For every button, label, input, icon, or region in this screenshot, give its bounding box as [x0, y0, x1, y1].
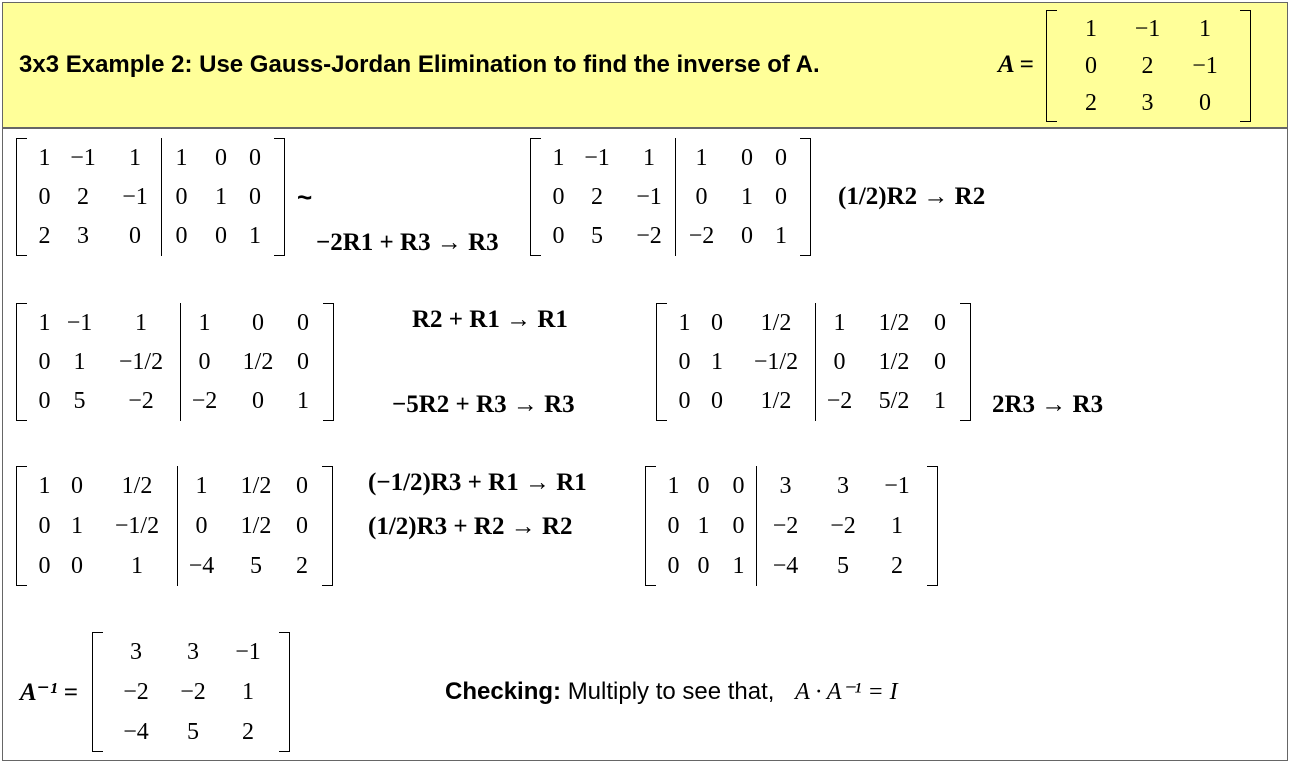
bracket-left [530, 138, 541, 256]
matrix-cell: 0 [161, 217, 201, 256]
matrix-grid [27, 303, 323, 421]
matrix-cell: 0 [697, 553, 710, 579]
matrix-cell: 1 [215, 183, 227, 210]
matrix-cell: 0 [161, 177, 201, 216]
matrix-cell: 0 [38, 388, 51, 415]
bracket-left [92, 632, 103, 752]
matrix-cell: 0 [177, 506, 225, 546]
matrix-cell: 1 [667, 473, 680, 499]
matrix-cell: 1 [161, 138, 201, 177]
matrix-cell: −1/2 [114, 513, 160, 539]
checking-formula: A · A⁻¹ = I [795, 679, 898, 705]
bracket-right [927, 466, 938, 586]
row-op-r3-into-r1: (−1/2)R3 + R1 → R1 [368, 469, 587, 496]
matrix-cell: 0 [934, 348, 946, 375]
matrix-cell: 5 [837, 553, 849, 579]
matrix-cell: 0 [775, 183, 787, 210]
bracket-right [800, 138, 811, 256]
matrix-cell: 1 [891, 513, 903, 539]
matrix-cell: 0 [71, 473, 83, 499]
matrix-cell: 1 [297, 388, 309, 415]
row-op-minus5r2-plus-r3: −5R2 + R3 → R3 [392, 391, 575, 418]
matrix-cell: 1 [131, 553, 143, 579]
bracket-left [656, 303, 667, 421]
matrix-cell: 0 [1085, 52, 1097, 79]
matrix-cell: 3 [130, 639, 142, 665]
matrix-cell: 2 [1085, 90, 1097, 117]
matrix-cell: 0 [678, 388, 691, 415]
example-title: 3x3 Example 2: Use Gauss-Jordan Elimination to find the inverse of A. [19, 51, 820, 78]
matrix-grid [27, 466, 322, 586]
matrix-cell: 0 [667, 513, 680, 539]
matrix-cell: 0 [249, 144, 261, 171]
matrix-cell: 0 [180, 342, 228, 381]
row-op-scale-r3: 2R3 → R3 [992, 391, 1104, 418]
inverse-matrix [92, 632, 290, 752]
matrix-cell: 1/2 [240, 513, 272, 539]
matrix-cell: 1 [678, 309, 691, 336]
matrix-cell: 5/2 [878, 388, 910, 415]
matrix-cell: 0 [71, 553, 83, 579]
matrix-cell: 0 [296, 513, 308, 539]
matrix-cell: 3 [1141, 90, 1154, 117]
matrix-cell: 1 [180, 303, 228, 342]
matrix-cell: 0 [697, 473, 710, 499]
bracket-left [16, 303, 27, 421]
matrix-cell: 0 [38, 348, 51, 375]
matrix-cell: 1/2 [878, 348, 910, 375]
matrix-cell: 0 [215, 223, 227, 250]
matrix-grid [103, 632, 279, 752]
matrix-a [1046, 10, 1251, 122]
matrix-cell: 1 [242, 679, 254, 705]
augmented-matrix-step-2 [530, 138, 811, 256]
matrix-cell: 1/2 [878, 309, 910, 336]
row-equivalence-tilde: ~ [297, 182, 313, 212]
row-op-r2-plus-r1: R2 + R1 → R1 [412, 306, 568, 333]
bracket-left [16, 466, 27, 586]
matrix-cell: 0 [1199, 90, 1211, 117]
matrix-cell: 0 [815, 342, 863, 381]
matrix-cell: 0 [38, 183, 51, 210]
matrix-cell: 1 [129, 144, 141, 171]
matrix-cell: 1/2 [240, 473, 272, 499]
matrix-cell: −4 [756, 546, 814, 586]
bracket-right [1240, 10, 1251, 122]
matrix-cell: 2 [296, 553, 308, 579]
matrix-cell: −1/2 [753, 348, 799, 375]
checking-label: Checking: [445, 678, 562, 705]
matrix-cell: 0 [675, 177, 727, 216]
matrix-cell: 0 [38, 513, 51, 539]
matrix-cell: 0 [711, 309, 723, 336]
matrix-cell: 3 [837, 473, 849, 499]
matrix-cell: 0 [249, 183, 261, 210]
matrix-cell: 1 [552, 144, 565, 171]
matrix-cell: 1/2 [760, 388, 792, 415]
matrix-cell: −2 [675, 217, 727, 256]
matrix-cell: 2 [242, 719, 254, 745]
row-op-r3-into-r2: (1/2)R3 + R2 → R2 [368, 513, 573, 540]
matrix-cell: 3 [77, 223, 89, 250]
matrix-cell: −2 [180, 679, 206, 705]
matrix-cell: 1 [732, 553, 745, 579]
matrix-cell: −2 [830, 513, 856, 539]
matrix-cell: 1 [177, 466, 225, 506]
matrix-cell: −2 [756, 506, 814, 546]
matrix-cell: 1 [675, 138, 727, 177]
matrix-cell: 2 [1141, 52, 1154, 79]
bracket-left [16, 138, 27, 256]
matrix-cell: 1 [73, 348, 86, 375]
bracket-left [1046, 10, 1057, 122]
matrix-cell: 5 [591, 223, 603, 250]
matrix-cell: −1 [122, 183, 148, 210]
matrix-cell: 0 [732, 513, 745, 539]
matrix-a-label: A = [998, 51, 1034, 78]
bracket-right [279, 632, 290, 752]
matrix-cell: 0 [129, 223, 141, 250]
matrix-cell: 0 [741, 223, 753, 250]
matrix-cell: −1 [1192, 52, 1218, 79]
matrix-cell: 1 [38, 473, 51, 499]
matrix-cell: −2 [123, 679, 149, 705]
matrix-cell: 1 [934, 388, 946, 415]
matrix-cell: 3 [756, 466, 814, 506]
matrix-cell: 5 [250, 553, 262, 579]
bracket-right [322, 466, 333, 586]
matrix-cell: −1 [1134, 15, 1161, 42]
matrix-cell: 1 [249, 223, 261, 250]
matrix-cell: −2 [180, 382, 228, 421]
matrix-cell: 1 [815, 303, 863, 342]
matrix-cell: 1 [643, 144, 655, 171]
bracket-right [274, 138, 285, 256]
matrix-cell: −1 [66, 309, 93, 336]
matrix-grid [1057, 10, 1240, 122]
row-op-step-2: −2R1 + R3 → R3 [316, 229, 499, 256]
matrix-cell: −1 [636, 183, 662, 210]
matrix-cell: 1 [711, 348, 723, 375]
matrix-grid [541, 138, 800, 256]
matrix-cell: 0 [252, 309, 264, 336]
matrix-cell: 1/2 [760, 309, 792, 336]
matrix-cell: 0 [552, 223, 565, 250]
bracket-left [645, 466, 656, 586]
matrix-cell: 1 [697, 513, 710, 539]
matrix-cell: 5 [73, 388, 86, 415]
matrix-cell: 0 [678, 348, 691, 375]
matrix-cell: 0 [741, 144, 753, 171]
matrix-cell: 0 [711, 388, 723, 415]
matrix-cell: −4 [123, 719, 149, 745]
matrix-cell: −1/2 [118, 348, 164, 375]
matrix-cell: 0 [667, 553, 680, 579]
matrix-cell: 1 [38, 309, 51, 336]
checking-text: Multiply to see that, [567, 678, 775, 705]
matrix-cell: 1 [38, 144, 51, 171]
matrix-cell: 0 [297, 348, 309, 375]
row-op-scale-r2: (1/2)R2 → R2 [838, 183, 986, 210]
matrix-cell: 1 [1085, 15, 1097, 42]
matrix-cell: −1 [70, 144, 96, 171]
matrix-cell: 0 [775, 144, 787, 171]
matrix-cell: 2 [77, 183, 89, 210]
matrix-cell: 1 [775, 223, 787, 250]
augmented-matrix-step-4 [656, 303, 971, 421]
matrix-cell: 1/2 [242, 348, 274, 375]
matrix-cell: −4 [177, 546, 225, 586]
matrix-cell: 0 [732, 473, 745, 499]
matrix-cell: −2 [815, 382, 863, 421]
matrix-cell: 2 [591, 183, 603, 210]
checking-note [445, 677, 898, 706]
matrix-cell: 2 [38, 223, 51, 250]
matrix-grid [667, 303, 960, 421]
matrix-cell: −2 [636, 223, 662, 250]
bracket-right [323, 303, 334, 421]
matrix-cell: 1 [1199, 15, 1211, 42]
matrix-cell: 0 [934, 309, 946, 336]
matrix-cell: −1 [235, 639, 261, 665]
augmented-matrix-final [645, 466, 938, 586]
matrix-cell: −1 [584, 144, 610, 171]
matrix-cell: 0 [252, 388, 264, 415]
augmented-matrix-step-1 [16, 138, 285, 256]
matrix-cell: 5 [187, 719, 199, 745]
matrix-cell: 1 [135, 309, 147, 336]
matrix-cell: 1 [71, 513, 83, 539]
augmented-matrix-step-5 [16, 466, 333, 586]
matrix-cell: 1/2 [121, 473, 153, 499]
matrix-grid [27, 138, 274, 256]
matrix-cell: 0 [38, 553, 51, 579]
matrix-cell: 0 [297, 309, 309, 336]
inverse-label: A⁻¹ = [20, 679, 78, 706]
matrix-cell: 3 [187, 639, 199, 665]
matrix-cell: −1 [884, 473, 910, 499]
matrix-grid [656, 466, 927, 586]
augmented-matrix-step-3 [16, 303, 334, 421]
matrix-cell: 0 [552, 183, 565, 210]
matrix-cell: 1 [741, 183, 753, 210]
header-divider [2, 128, 1288, 129]
matrix-cell: −2 [128, 388, 154, 415]
matrix-cell: 2 [891, 553, 903, 579]
bracket-right [960, 303, 971, 421]
matrix-cell: 0 [215, 144, 227, 171]
matrix-cell: 0 [296, 473, 308, 499]
